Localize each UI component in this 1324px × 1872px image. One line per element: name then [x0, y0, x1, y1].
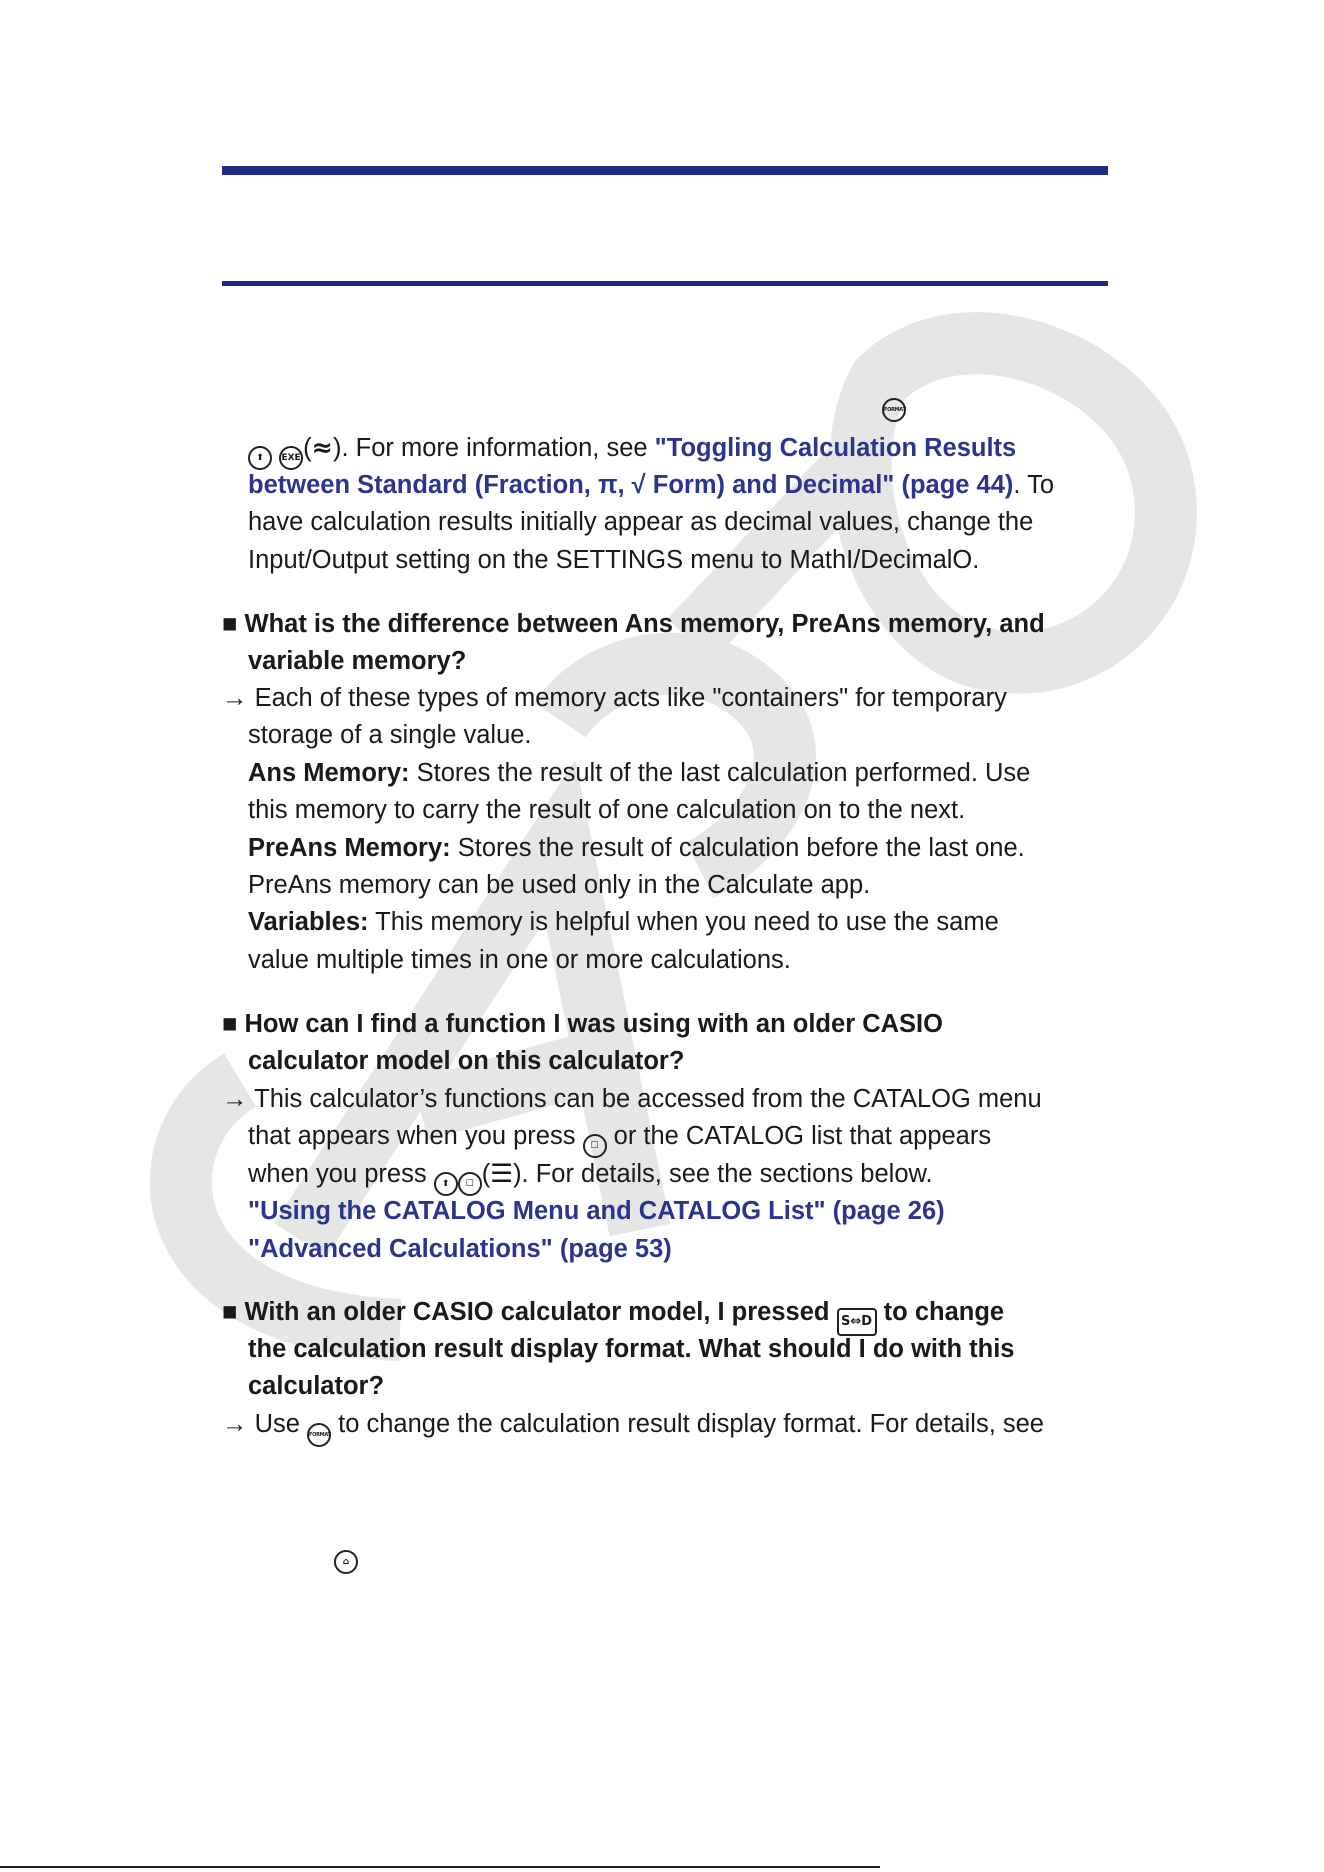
ans-memory-line-2: this memory to carry the result of one calculation on to the next.	[248, 796, 966, 824]
preans-memory-line-2: PreAns memory can be used only in the Calculate app.	[248, 871, 871, 899]
link-advanced-calculations[interactable]: "Advanced Calculations" (page 53)	[248, 1235, 672, 1263]
q3-question-line-3: calculator?	[248, 1372, 385, 1400]
shift-key-icon: ⬆	[248, 446, 272, 470]
link-toggling-results-cont[interactable]: between Standard (Fraction, π, √ Form) and Decimal" (page 44)	[248, 471, 1014, 499]
shift-key-icon: ⬆	[434, 1172, 458, 1196]
intro-line-1: ⬆ EXE(≈). For more information, see "Toggling Calculation Results	[248, 436, 1016, 470]
format-key-icon: FORMAT	[307, 1423, 331, 1447]
header-rule-bottom	[222, 281, 1108, 286]
catalog-key-icon: ☐	[583, 1134, 607, 1158]
intro-line-4: Input/Output setting on the SETTINGS menu to MathI/DecimalO.	[248, 546, 980, 574]
q1-answer-line-1: → Each of these types of memory acts like "containers" for temporary	[222, 684, 1007, 712]
variables-line-1: Variables: This memory is helpful when you need to use the same	[248, 908, 999, 936]
format-key-icon: FORMAT	[882, 398, 906, 422]
intro-line-3: have calculation results initially appear as decimal values, change the	[248, 508, 1034, 536]
catalog-key-icon: ☐	[458, 1172, 482, 1196]
preans-memory-line-1: PreAns Memory: Stores the result of calculation before the last one.	[248, 834, 1025, 862]
exe-key-icon: EXE	[279, 446, 303, 470]
q2-question-line-2: calculator model on this calculator?	[248, 1047, 685, 1075]
q3-answer-line-1: → Use FORMAT to change the calculation result display format. For details, see	[222, 1412, 1044, 1447]
intro-line-2: between Standard (Fraction, π, √ Form) and Decimal" (page 44). To	[248, 471, 1055, 499]
q1-answer-line-2: storage of a single value.	[248, 721, 532, 749]
q2-answer-line-1: → This calculator’s functions can be accessed from the CATALOG menu	[222, 1085, 1042, 1113]
bullet-icon: ■	[222, 1298, 238, 1326]
q2-question-line-1: ■ How can I find a function I was using with an older CASIO	[222, 1010, 943, 1038]
arrow-icon: →	[222, 1085, 248, 1113]
ans-memory-line-1: Ans Memory: Stores the result of the last calculation performed. Use	[248, 759, 1031, 787]
q2-answer-line-3: when you press ⬆ ☐ (☰). For details, see the sections below.	[248, 1162, 933, 1196]
variables-line-2: value multiple times in one or more calculations.	[248, 946, 791, 974]
home-key-icon: ⌂	[334, 1550, 358, 1574]
arrow-icon: →	[222, 684, 248, 712]
sd-key-icon: S⇔D	[837, 1308, 877, 1336]
bullet-icon: ■	[222, 1010, 238, 1038]
bullet-icon: ■	[222, 610, 238, 638]
link-catalog-menu[interactable]: "Using the CATALOG Menu and CATALOG List" (page 26)	[248, 1197, 945, 1225]
q1-question-line-1: ■ What is the difference between Ans memory, PreAns memory, and	[222, 610, 1045, 638]
footer-rule	[0, 1866, 880, 1868]
list-icon: ☰	[490, 1159, 514, 1189]
q3-question-line-1: ■ With an older CASIO calculator model, I pressed S⇔D to change	[222, 1300, 1004, 1336]
approx-icon: ≈	[311, 433, 333, 463]
arrow-icon: →	[222, 1410, 248, 1438]
header-rule-top	[222, 166, 1108, 175]
link-toggling-results[interactable]: "Toggling Calculation Results	[654, 434, 1017, 462]
q3-question-line-2: the calculation result display format. What should I do with this	[248, 1335, 1015, 1363]
q2-answer-line-2: that appears when you press ☐ or the CATALOG list that appears	[248, 1124, 991, 1158]
q1-question-line-2: variable memory?	[248, 647, 467, 675]
